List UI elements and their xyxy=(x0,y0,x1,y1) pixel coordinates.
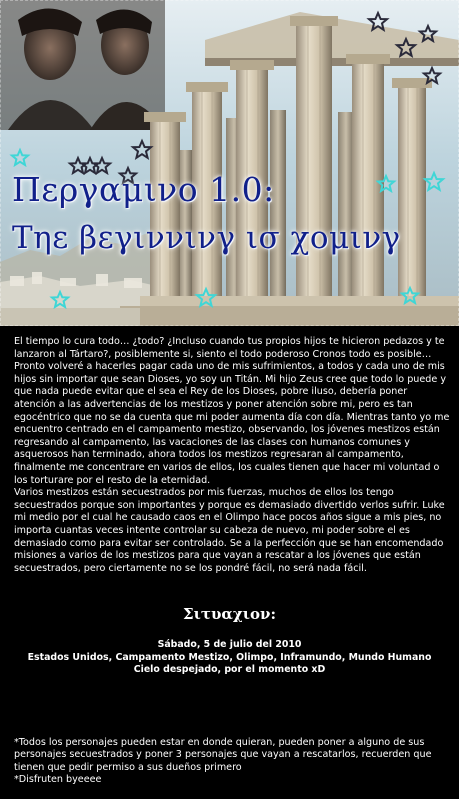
situation-places: Estados Unidos, Campamento Mestizo, Olimpo, Inframundo, Mundo Humano xyxy=(27,651,432,663)
temple-illustration xyxy=(0,0,459,326)
story-text xyxy=(14,336,450,575)
situation-heading: Σιτυαχιον: xyxy=(183,605,276,623)
story-paragraph: El tiempo lo cura todo… ¿todo? ¿Incluso cuando tus propios hijos te hicieron pedazos y te lanzaron al Tártaro?, posiblemente si, siento el todo poderoso Cronos todo es posible… Pronto volveré a hacerles pagar cada uno de mis sufrimientos, a todos y cada uno de mis hijos sin importar que sean Dioses, yo soy un Titán. Mi hijo Zeus cree que todo lo puede y que nada puede evitar que el sea el Rey de los Dioses, pobre iluso, debería poner atención a las advertencias de los mestizos y poner atención sobre mi, pero es tan egocéntrico que no se da cuenta que mi poder aumenta día con día. Mientras tanto yo me encuentro centrado en el campamento mestizo, observando, los jóvenes mestizos están regresando al campamento, las vacaciones de las clases con humanos comunes y asquerosos han terminado, ahora todos los mestizos regresaran al campamento, finalmente me concentrare en varios de ellos, los cuales tienen que hacer mi voluntad o los torturare por el resto de la eternidad. xyxy=(14,336,450,486)
situation-weather: Cielo despejado, por el momento xD xyxy=(133,664,326,676)
situation-details xyxy=(0,639,459,677)
note-item: *Disfruten byeeee xyxy=(14,774,102,786)
header-banner xyxy=(0,0,459,326)
banner-subtitle: Τηε βεγιννινγ ισ χομινγ xyxy=(12,220,401,256)
notes xyxy=(14,737,450,787)
banner-title: Περγαμινο 1.0: xyxy=(12,170,275,209)
story-paragraph: Varios mestizos están secuestrados por mis fuerzas, muchos de ellos los tengo secuestrados porque son importantes y porque es demasiado divertido verlos sufrir. Luke mi medio por el cual he causado caos en el Olimpo hace pocos años sigue a mis pies, no importa cuantas veces intente controlar su cabeza de nuevo, mi poder sobre el es demasiado como para evitar ser controlado. Se a la perfección que se han encomendado misiones a varios de los mestizos para que vayan a rescatar a los jóvenes que están secuestrados, pero ciertamente no se los pondré fácil, no será nada fácil. xyxy=(14,487,445,574)
note-item: *Todos los personajes pueden estar en donde quieran, pueden poner a alguno de sus personajes secuestrados y poner 3 personajes que vayan a rescatarlos, recuerden que tienen que pedir permiso a sus dueños primero xyxy=(14,737,432,773)
situation-date: Sábado, 5 de julio del 2010 xyxy=(157,639,302,650)
